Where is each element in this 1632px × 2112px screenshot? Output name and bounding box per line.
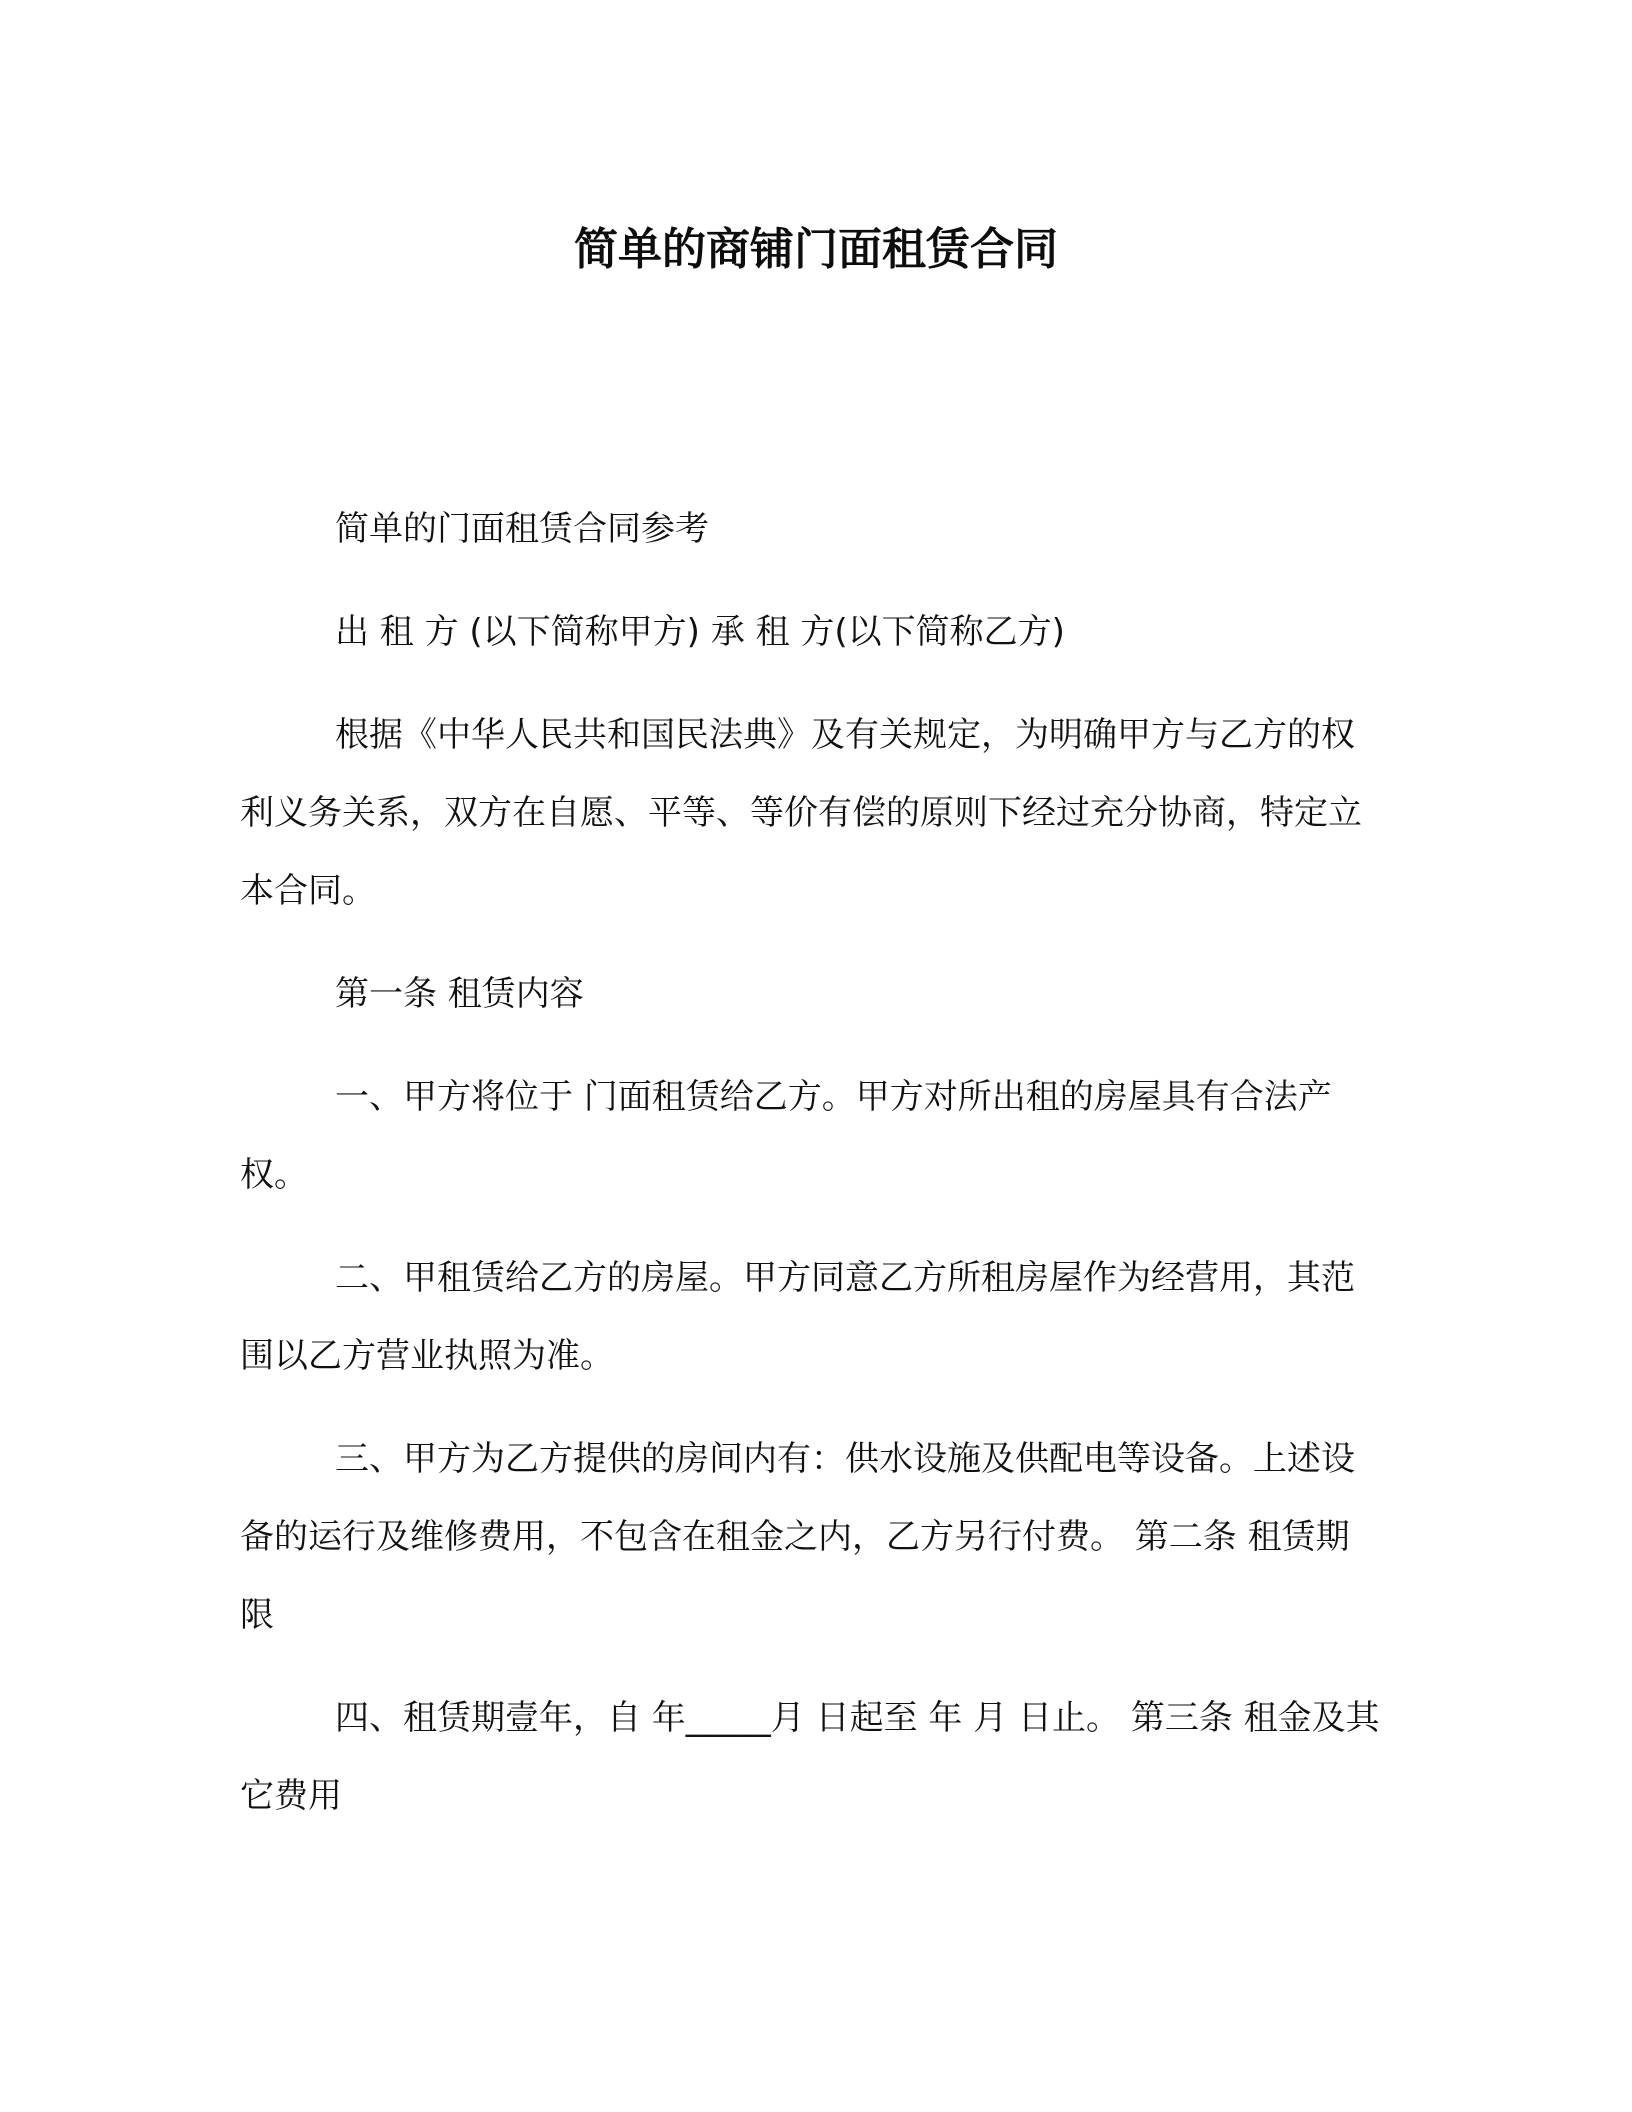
- article-1-heading: 第一条 租赁内容: [335, 974, 584, 1014]
- clause-1: 一、甲方将位于 门面租赁给乙方。甲方对所出租的房屋具有合法产权。: [240, 1077, 1332, 1195]
- clause-4: 四、租赁期壹年，自 年_____月 日起至 年 月 日止。 第三条 租金及其它费用: [240, 1698, 1380, 1816]
- clause-3: 三、甲方为乙方提供的房间内有：供水设施及供配电等设备。上述设备的运行及维修费用，不包含在租金之内，乙方另行付费。 第二条 租赁期限: [240, 1439, 1355, 1635]
- document-title: 简单的商铺门面租赁合同: [574, 224, 1058, 275]
- clause-2: 二、甲租赁给乙方的房屋。甲方同意乙方所租房屋作为经营用，其范围以乙方营业执照为准。: [240, 1258, 1355, 1376]
- paragraph-preamble: 根据《中华人民共和国民法典》及有关规定，为明确甲方与乙方的权利义务关系，双方在自愿、平等、等价有偿的原则下经过充分协商，特定立本合同。: [240, 715, 1362, 911]
- paragraph-reference: 简单的门面租赁合同参考: [335, 509, 709, 549]
- document-body: [240, 490, 1380, 1860]
- paragraph-parties: 出 租 方 (以下简称甲方) 承 租 方(以下简称乙方): [335, 612, 1065, 652]
